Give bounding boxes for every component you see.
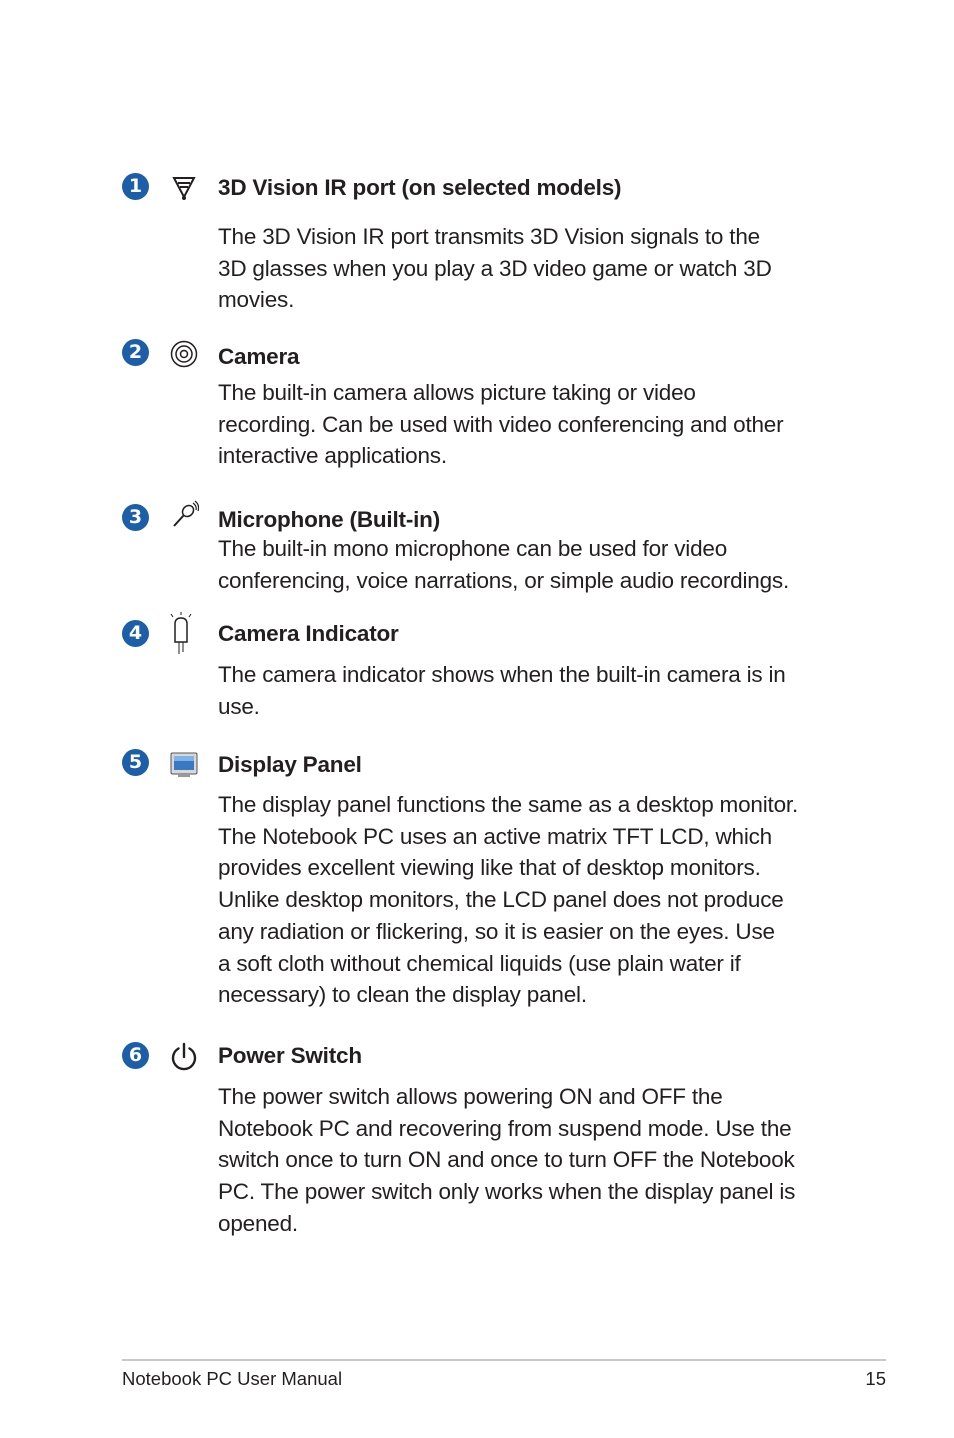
led-indicator-icon bbox=[169, 612, 199, 658]
number-badge: 6 bbox=[122, 1042, 149, 1069]
display-panel-icon bbox=[169, 750, 199, 780]
section-title: Display Panel bbox=[218, 752, 362, 777]
section-body: The camera indicator shows when the built-in camera is in use. bbox=[218, 662, 786, 719]
number-badge: 2 bbox=[122, 339, 149, 366]
section-title: Microphone (Built-in) bbox=[218, 507, 441, 532]
section-title: Camera Indicator bbox=[218, 621, 399, 646]
section-title: Power Switch bbox=[218, 1043, 362, 1068]
number-badge: 4 bbox=[122, 620, 149, 647]
number-badge: 3 bbox=[122, 504, 149, 531]
camera-icon bbox=[169, 339, 199, 369]
section-body: The display panel functions the same as a desktop monitor. The Notebook PC uses an active matrix TFT LCD, which provides excellent viewing like that of desktop monitors. Unlike desktop monitors, the LCD panel does not produce any radiation or flickering, so it is easier on the eyes. Use a soft cloth without chemical liquids (use plain water if necessary) to clean the display panel. bbox=[218, 792, 798, 1008]
section-body: The power switch allows powering ON and OFF the Notebook PC and recovering from suspend mode. Use the switch once to turn ON and once to turn OFF the Notebook PC. The power switch only works when the display panel is opened. bbox=[218, 1084, 796, 1236]
section-title: Camera bbox=[218, 344, 300, 369]
power-icon bbox=[169, 1042, 199, 1072]
page-number: 15 bbox=[865, 1368, 886, 1389]
section-body: The built-in mono microphone can be used for video conferencing, voice narrations, or simple audio recordings. bbox=[218, 536, 790, 593]
footer-manual-title: Notebook PC User Manual bbox=[122, 1368, 343, 1389]
section-body: The built-in camera allows picture taking or video recording. Can be used with video conferencing and other interactive applications. bbox=[218, 380, 784, 469]
3d-vision-icon bbox=[169, 173, 199, 203]
footer-divider bbox=[122, 1359, 886, 1361]
number-badge: 5 bbox=[122, 749, 149, 776]
microphone-icon bbox=[169, 500, 199, 530]
section-body: The 3D Vision IR port transmits 3D Vision signals to the 3D glasses when you play a 3D video game or watch 3D movies. bbox=[218, 224, 772, 313]
number-badge: 1 bbox=[122, 173, 149, 200]
section-title: 3D Vision IR port (on selected models) bbox=[218, 175, 622, 200]
